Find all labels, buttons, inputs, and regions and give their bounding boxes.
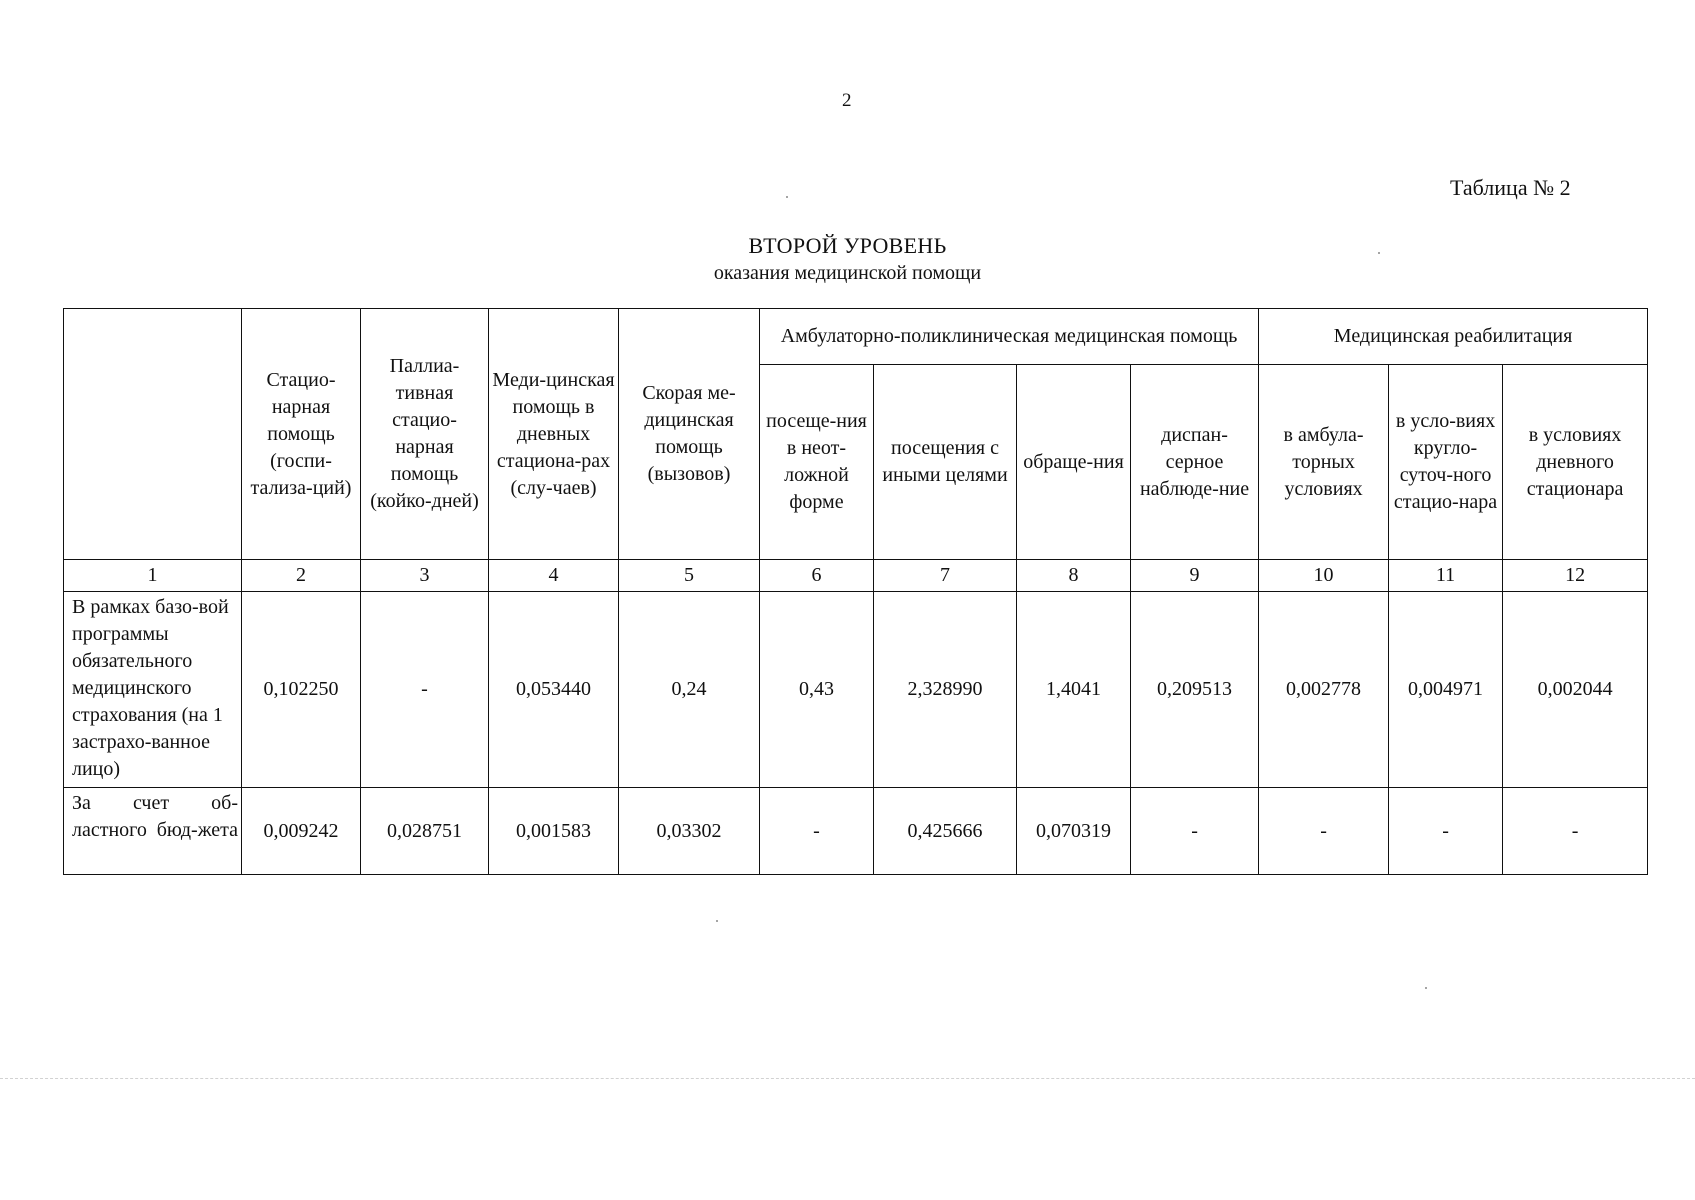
table-cell: -: [1389, 788, 1503, 875]
column-number: 2: [242, 560, 361, 592]
table-cell: -: [1131, 788, 1259, 875]
table-cell: 1,4041: [1017, 592, 1131, 788]
table-cell: 0,002044: [1503, 592, 1648, 788]
table-cell: 0,43: [760, 592, 874, 788]
document-subtitle: оказания медицинской помощи: [713, 262, 982, 284]
table-cell: 0,070319: [1017, 788, 1131, 875]
data-table: [63, 308, 1648, 875]
column-number: 3: [361, 560, 489, 592]
header-group-ambulatory: Амбулаторно-поликлиническая медицинская помощь: [760, 309, 1259, 365]
table-cell: -: [1259, 788, 1389, 875]
header-empty-cell: [64, 309, 242, 560]
header-group-rehabilitation: Медицинская реабилитация: [1259, 309, 1648, 365]
column-number: 9: [1131, 560, 1259, 592]
column-number: 12: [1503, 560, 1648, 592]
header-col-6: посеще-ния в неот-ложной форме: [760, 365, 874, 560]
column-number: 10: [1259, 560, 1389, 592]
column-number: 1: [64, 560, 242, 592]
column-number: 8: [1017, 560, 1131, 592]
scan-speck: [786, 196, 788, 198]
header-col-4: Меди-цинская помощь в дневных стациона-рах (слу-чаев): [489, 309, 619, 560]
table-row: [64, 788, 1648, 875]
scan-speck: [1378, 252, 1380, 254]
header-col-7: посещения с иными целями: [874, 365, 1017, 560]
table-cell: 0,24: [619, 592, 760, 788]
header-col-8: обраще-ния: [1017, 365, 1131, 560]
table-cell: 0,425666: [874, 788, 1017, 875]
table-cell: 0,03302: [619, 788, 760, 875]
header-col-2: Стацио-нарная помощь (госпи-тализа-ций): [242, 309, 361, 560]
table-row: [64, 592, 1648, 788]
document-title: ВТОРОЙ УРОВЕНЬ: [748, 233, 947, 258]
table-cell: 0,209513: [1131, 592, 1259, 788]
table-cell: 0,002778: [1259, 592, 1389, 788]
table-cell: 0,009242: [242, 788, 361, 875]
table-cell: 0,028751: [361, 788, 489, 875]
page-number: 2: [842, 90, 852, 111]
column-number: 11: [1389, 560, 1503, 592]
row-label: В рамках базо-вой программы обязательного медицинского страхования (на 1 застрахо-ванное лицо): [64, 592, 242, 788]
table-cell: -: [1503, 788, 1648, 875]
table-cell: 0,053440: [489, 592, 619, 788]
table-cell: -: [760, 788, 874, 875]
column-number: 5: [619, 560, 760, 592]
scan-speck: [716, 920, 718, 922]
header-col-11: в усло-виях кругло-суточ-ного стацио-нара: [1389, 365, 1503, 560]
table-cell: 0,102250: [242, 592, 361, 788]
table-cell: -: [361, 592, 489, 788]
header-col-9: диспан-серное наблюде-ние: [1131, 365, 1259, 560]
column-number: 6: [760, 560, 874, 592]
table-cell: 2,328990: [874, 592, 1017, 788]
column-number: 4: [489, 560, 619, 592]
table-cell: 0,004971: [1389, 592, 1503, 788]
header-col-5: Скорая ме-дицинская помощь (вызовов): [619, 309, 760, 560]
header-col-10: в амбула-торных условиях: [1259, 365, 1389, 560]
table-label: Таблица № 2: [1450, 175, 1571, 200]
row-label: За счет об-ластного бюд-жета: [64, 788, 242, 875]
scan-speck: [1425, 987, 1427, 989]
table-cell: 0,001583: [489, 788, 619, 875]
header-col-12: в условиях дневного стационара: [1503, 365, 1648, 560]
scan-artifact-line: [0, 1078, 1695, 1079]
header-col-3: Паллиа-тивная стацио-нарная помощь (койко-дней): [361, 309, 489, 560]
column-number: 7: [874, 560, 1017, 592]
